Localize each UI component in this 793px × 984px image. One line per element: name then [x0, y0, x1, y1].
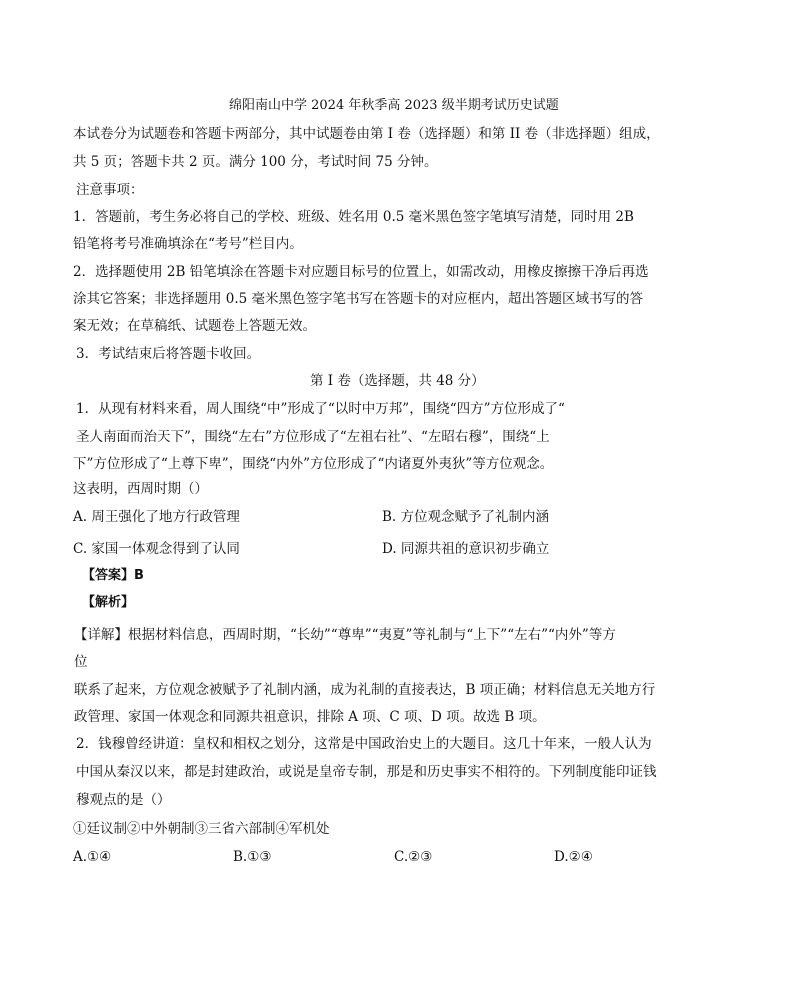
question-1-detail-line: 【详解】根据材料信息，西周时期，“长幼”“尊卑”“夷夏”等礼制与“上下”“左右”“内外”等方 [74, 627, 616, 643]
question-1-analysis-heading: 【解析】 [82, 595, 135, 610]
question-1-answer: 【答案】B [82, 568, 144, 583]
question-2-stem-line: 中国从秦汉以来，都是封建政治，或说是皇帝专制，那是和历史事实不相符的。下列制度能印证钱 [76, 764, 657, 780]
notice-line: 1．答题前，考生务必将自己的学校、班级、姓名用 0.5 毫米黑色签字笔填写清楚，同时用 2B [73, 209, 634, 225]
question-2-option-b: B.①③ [233, 849, 272, 865]
question-1-detail-line: 位 [74, 654, 88, 670]
question-1-option-b: B. 方位观念赋予了礼制内涵 [382, 509, 550, 525]
question-1-option-c: C. 家国一体观念得到了认同 [73, 541, 240, 557]
question-1-detail-line: 联系了起来，方位观念被赋予了礼制内涵，成为礼制的直接表达，B 项正确；材料信息无关地方行 [74, 682, 656, 698]
question-1-stem-line: 1．从现有材料来看，周人围绕“中”形成了“以时中万邦”，围绕“四方”方位形成了“ [76, 401, 565, 417]
question-2-stem-line: 穆观点的是（） [76, 792, 171, 808]
question-2-option-a: A.①④ [73, 849, 112, 865]
intro-line-2: 共 5 页；答题卡共 2 页。满分 100 分，考试时间 75 分钟。 [73, 154, 438, 170]
question-2-stem-line: 2．钱穆曾经讲道：皇权和相权之划分，这常是中国政治史上的大题目。这几十年来，一般人认为 [76, 736, 652, 752]
notice-line: 3．考试结束后将答题卡收回。 [76, 346, 261, 362]
question-1-stem-line: 圣人南面而治天下”，围绕“左右”方位形成了“左祖右社”、“左昭右穆”，围绕“上 [76, 429, 550, 445]
notice-line: 涂其它答案；非选择题用 0.5 毫米黑色签字笔书写在答题卡的对应框内，超出答题区域书写的答 [73, 291, 644, 307]
notice-line: 2．选择题使用 2B 铅笔填涂在答题卡对应题目标号的位置上，如需改动，用橡皮擦擦干净后再选 [73, 264, 649, 280]
notice-line: 铅笔将考号准确填涂在“考号”栏目内。 [73, 236, 303, 252]
question-1-option-d: D. 同源共祖的意识初步确立 [382, 541, 550, 557]
question-2-items: ①廷议制②中外朝制③三省六部制④军机处 [73, 821, 330, 837]
question-2-option-c: C.②③ [394, 849, 433, 865]
intro-line-1: 本试卷分为试题卷和答题卡两部分，其中试题卷由第 I 卷（选择题）和第 II 卷（非选择题）组成， [73, 126, 660, 142]
section-title: 第 I 卷（选择题，共 48 分） [310, 373, 485, 389]
question-2-option-d: D.②④ [554, 849, 593, 865]
notice-line: 案无效；在草稿纸、试题卷上答题无效。 [73, 318, 316, 334]
question-1-option-a: A. 周王强化了地方行政管理 [73, 509, 240, 525]
exam-title: 绵阳南山中学 2024 年秋季高 2023 级半期考试历史试题 [229, 98, 559, 113]
question-1-stem-line: 下”方位形成了“上尊下卑”，围绕“内外”方位形成了“内诸夏外夷狄”等方位观念。 [73, 456, 554, 472]
question-1-detail-line: 政管理、家国一体观念和同源共祖意识，排除 A 项、C 项、D 项。故选 B 项。 [74, 709, 546, 725]
notice-heading: 注意事项： [76, 182, 144, 198]
question-1-stem-line: 这表明，西周时期（） [73, 481, 208, 497]
